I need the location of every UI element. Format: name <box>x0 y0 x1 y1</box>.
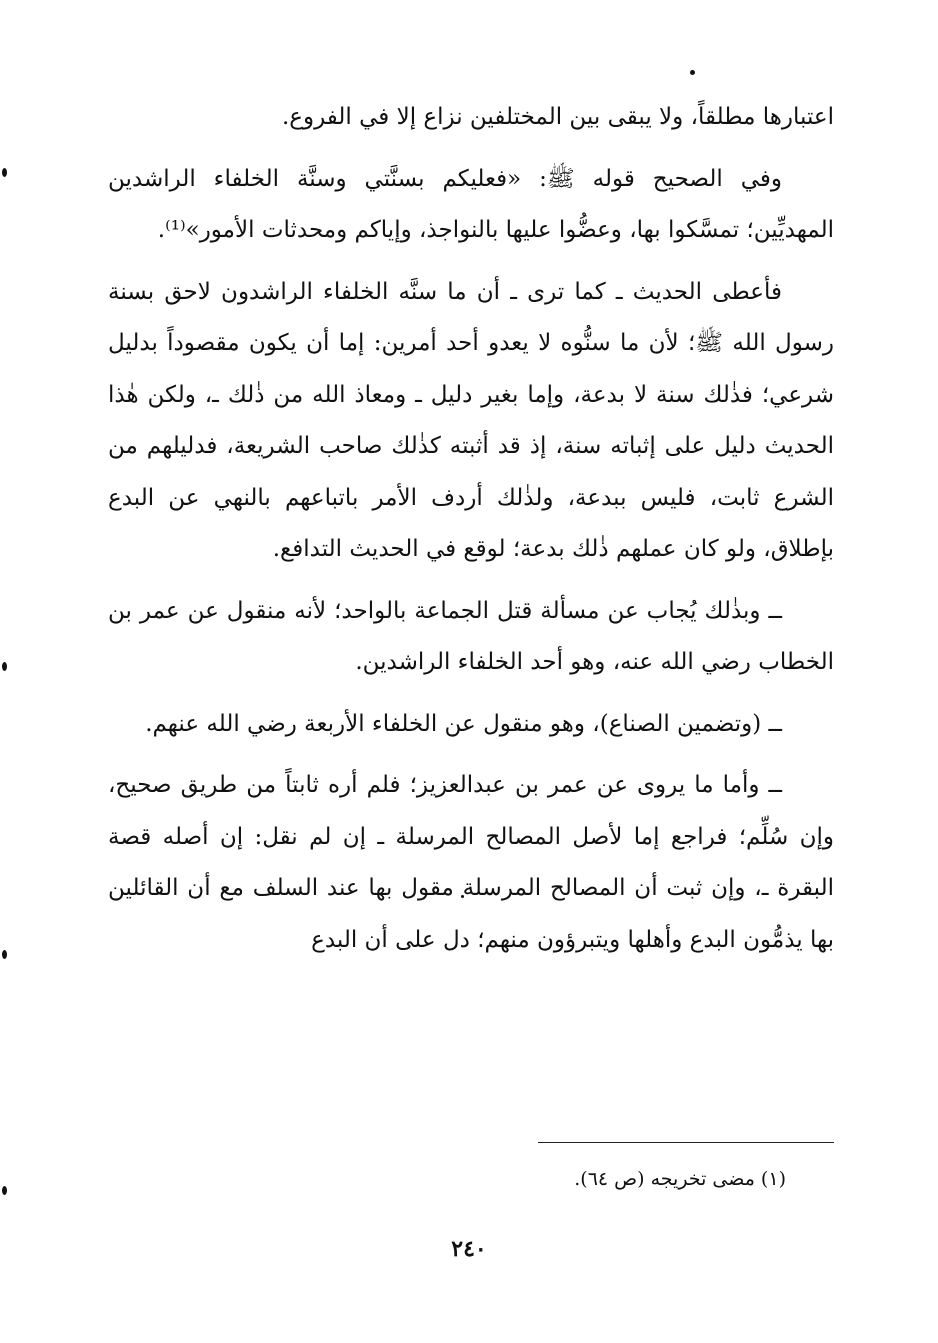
paragraph-1: اعتبارها مطلقاً، ولا يبقى بين المختلفين نزاع إلا في الفروع. <box>281 104 834 130</box>
main-text <box>108 92 834 966</box>
paragraph-5: ــ (وتضمين الصناع)، وهو منقول عن الخلفاء الأربعة رضي الله عنهم. <box>145 710 782 737</box>
scan-speck <box>690 70 695 75</box>
scan-speck <box>2 950 7 959</box>
scan-speck <box>2 1186 7 1195</box>
footnote: (١) مضى تخريجه (ص ٦٤). <box>574 1168 786 1190</box>
page-number: ٢٤٠ <box>451 1236 487 1262</box>
paragraph-2: وفي الصحيح قوله ﷺ: «فعليكم بسنَّتي وسنَّة الخلفاء الراشدين المهديِّين؛ تمسَّكوا بها، وعضُّوا عليها بالنواجذ، وإياكم ومحدثات الأمور»⁽¹⁾. <box>108 165 834 243</box>
footnote-separator <box>538 1142 834 1143</box>
scan-speck <box>2 662 7 671</box>
paragraph-6: ــ وأما ما يروى عن عمر بن عبدالعزيز؛ فلم أره ثابتاً من طريق صحيح، وإن سُلِّم؛ فراجع إما لأصل المصالح المرسلة ـ إن لم نقل: إن أصله قصة البقرة ـ، وإن ثبت أن المصالح المرسلة مقول بها عند السلف مع أن القائلين بها يذمُّون البدع وأهلها ويتبرؤون منهم؛ دل على أن البدع <box>108 772 834 953</box>
scan-speck <box>2 168 7 177</box>
paragraph-4: ــ وبذٰلك يُجاب عن مسألة قتل الجماعة بالواحد؛ لأنه منقول عن عمر بن الخطاب رضي الله عنه، وهو أحد الخلفاء الراشدين. <box>108 597 834 675</box>
paragraph-3: فأعطى الحديث ـ كما ترى ـ أن ما سنَّه الخلفاء الراشدون لاحق بسنة رسول الله ﷺ؛ لأن ما سنُّوه لا يعدو أحد أمرين: إما أن يكون مقصوداً بدليل شرعي؛ فذٰلك سنة لا بدعة، وإما بغير دليل ـ ومعاذ الله من ذٰلك ـ، ولكن هٰذا الحديث دليل على إثباته سنة، إذ قد أثبته كذٰلك صاحب الشريعة، فدليلهم من الشرع ثابت، فليس ببدعة، ولذٰلك أردف الأمر باتباعهم بالنهي عن البدع بإطلاق، ولو كان عملهم ذٰلك بدعة؛ لوقع في الحديث التدافع. <box>108 278 834 562</box>
